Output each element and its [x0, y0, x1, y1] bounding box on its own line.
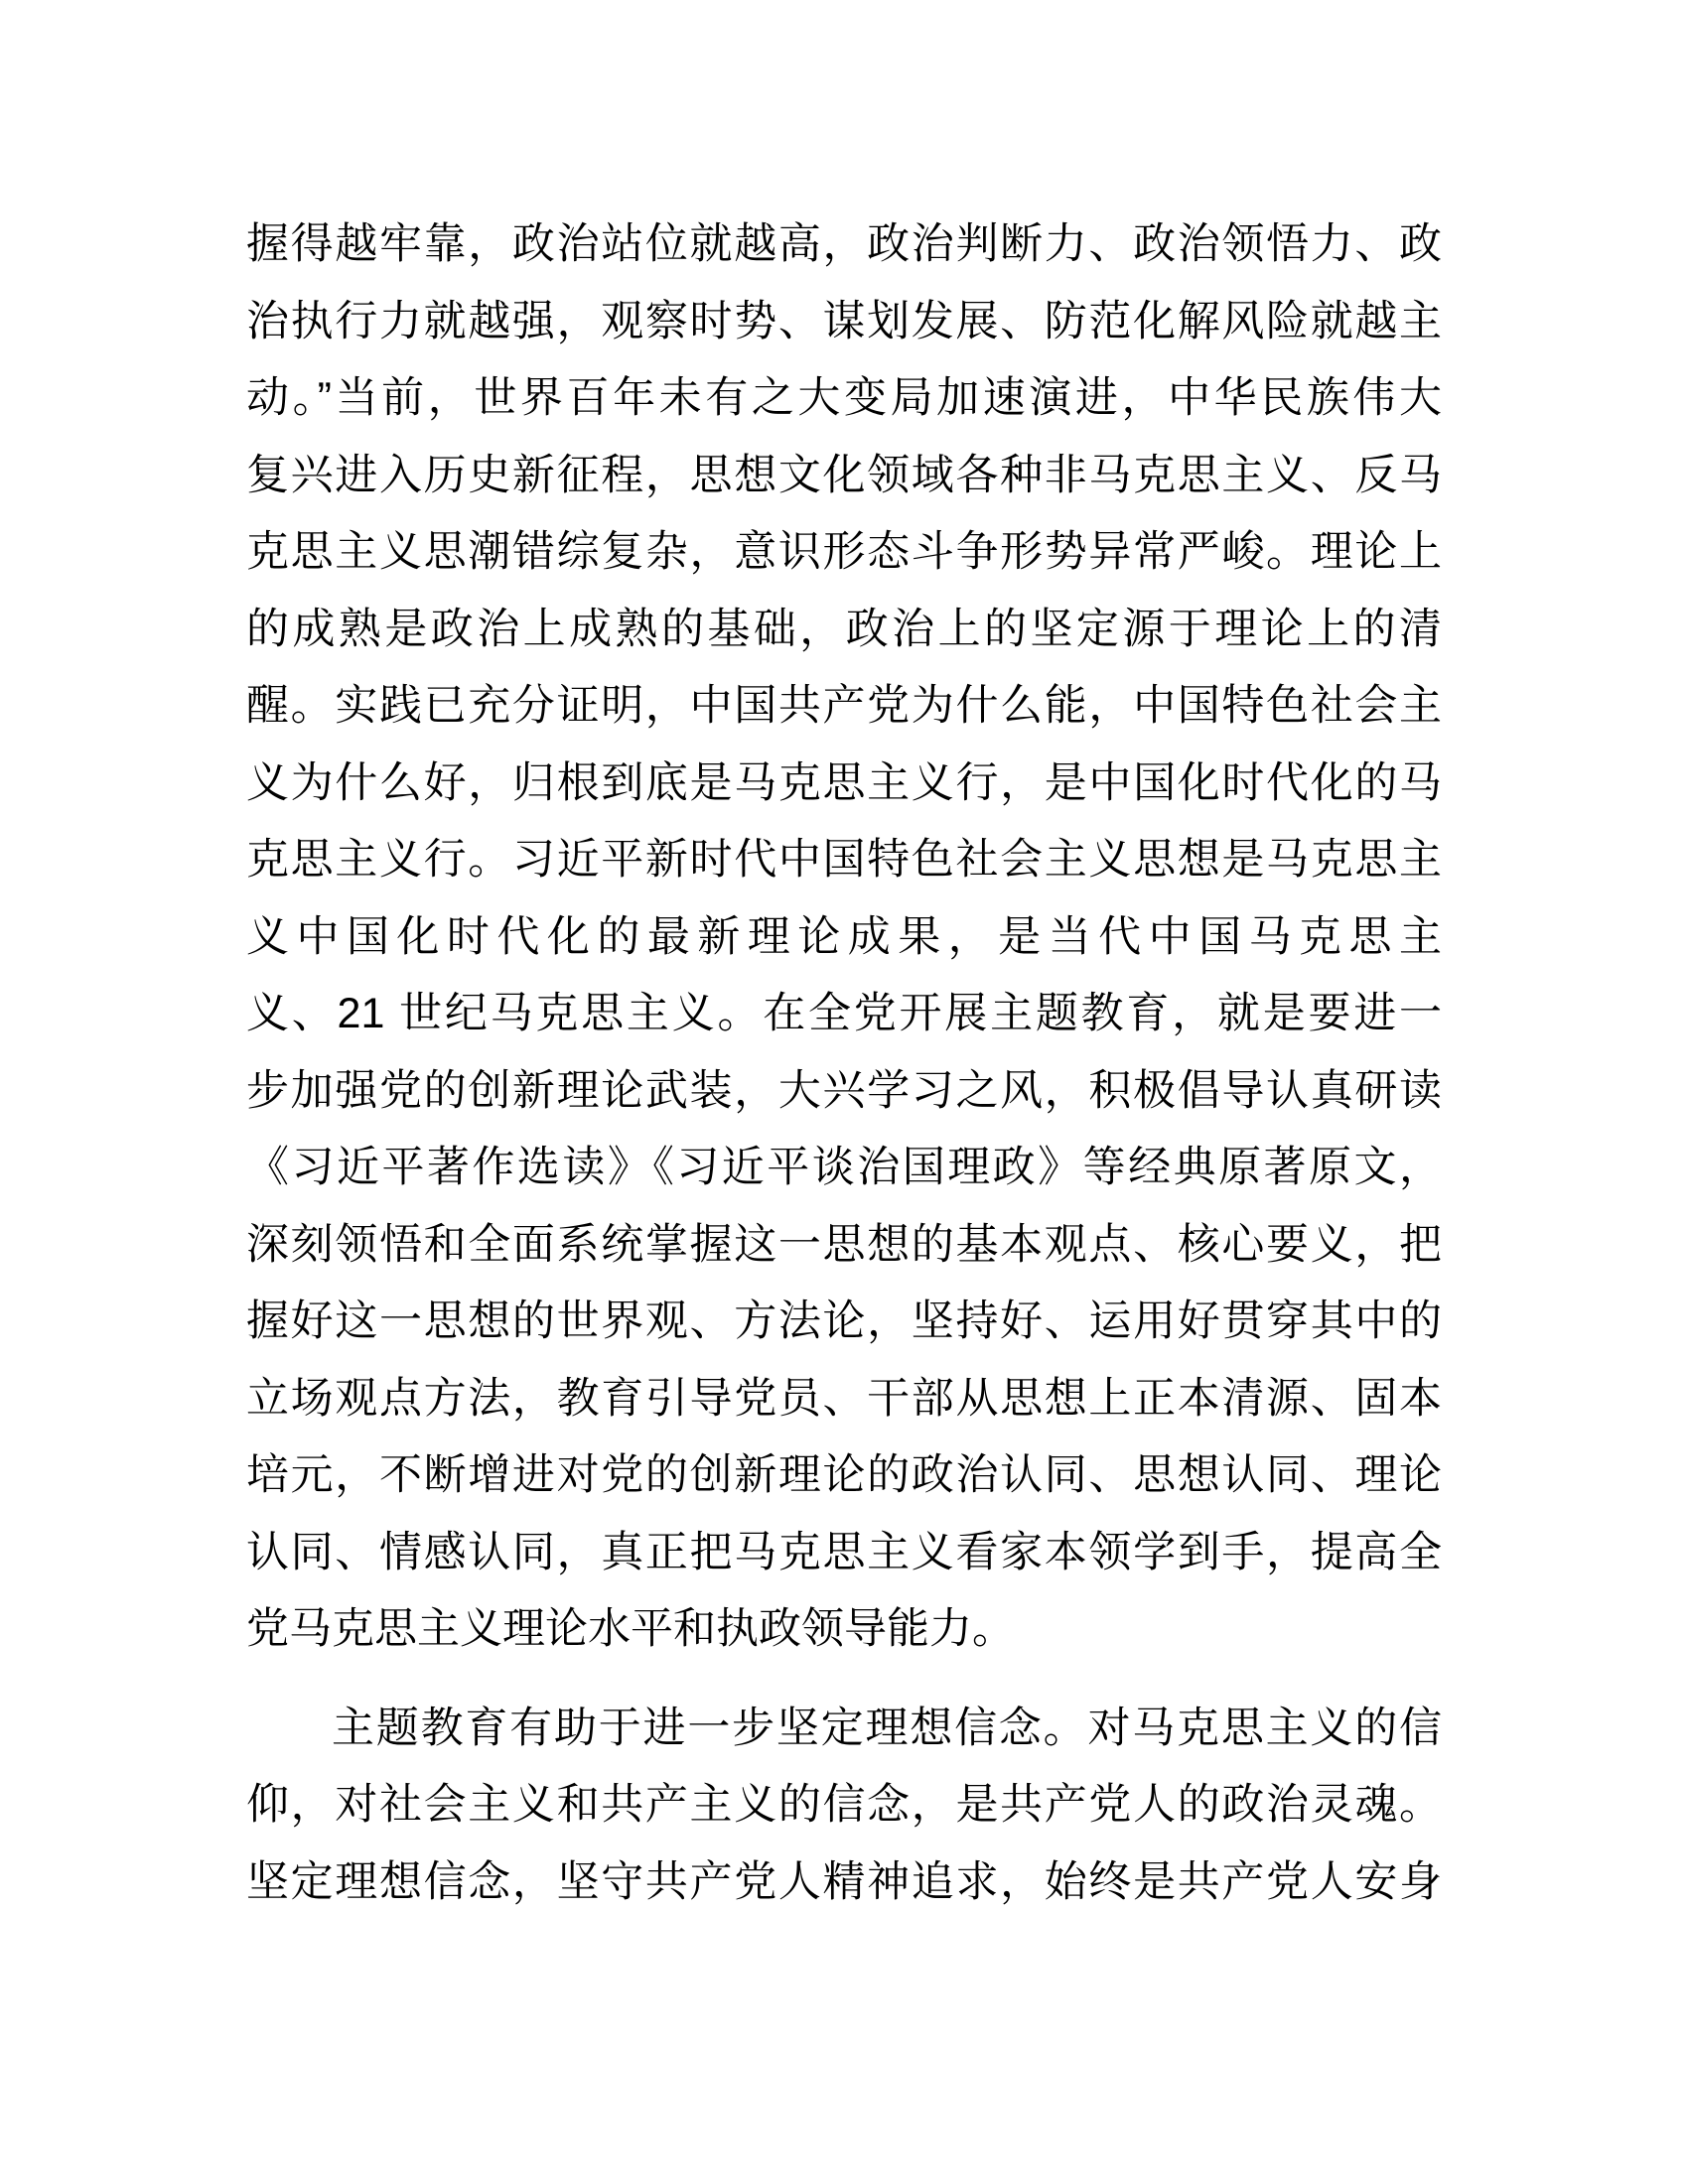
- text-line: 坚定理想信念，坚守共产党人精神追求，始终是共产党人安身: [246, 1857, 1442, 1906]
- text-line: 握好这一思想的世界观、方法论，坚持好、运用好贯穿其中的: [246, 1297, 1442, 1345]
- document-body: [246, 206, 1442, 1921]
- text-line: 党马克思主义理论水平和执政领导能力。: [246, 1605, 1015, 1653]
- text-line: 动。”当前，世界百年未有之大变局加速演进，中华民族伟大: [246, 374, 1442, 422]
- text-line: 义中国化时代化的最新理论成果，是当代中国马克思主: [246, 912, 1442, 961]
- text-line: 仰，对社会主义和共产主义的信念，是共产党人的政治灵魂。: [246, 1781, 1442, 1829]
- text-line: 克思主义行。习近平新时代中国特色社会主义思想是马克思主: [246, 836, 1442, 884]
- text-line: 认同、情感认同，真正把马克思主义看家本领学到手，提高全: [246, 1528, 1442, 1576]
- text-line: 治执行力就越强，观察时势、谋划发展、防范化解风险就越主: [246, 297, 1442, 345]
- paragraph: [246, 1691, 1442, 1922]
- text-line: 《习近平著作选读》《习近平谈治国理政》等经典原著原文，: [246, 1144, 1442, 1191]
- text-line: 醒。实践已充分证明，中国共产党为什么能，中国特色社会主: [246, 682, 1442, 730]
- text-line: 义、21 世纪马克思主义。在全党开展主题教育，就是要进一: [246, 990, 1442, 1037]
- text-line: 立场观点方法，教育引导党员、干部从思想上正本清源、固本: [246, 1374, 1442, 1423]
- text-line: 主题教育有助于进一步坚定理想信念。对马克思主义的信: [332, 1704, 1442, 1752]
- text-line: 的成熟是政治上成熟的基础，政治上的坚定源于理论上的清: [246, 605, 1442, 653]
- text-line: 复兴进入历史新征程，思想文化领域各种非马克思主义、反马: [246, 451, 1442, 499]
- text-line: 义为什么好，归根到底是马克思主义行，是中国化时代化的马: [246, 758, 1442, 807]
- paragraph: [246, 206, 1442, 1669]
- text-line: 培元，不断增进对党的创新理论的政治认同、思想认同、理论: [246, 1451, 1442, 1499]
- text-line: 克思主义思潮错综复杂，意识形态斗争形势异常严峻。理论上: [246, 528, 1442, 576]
- text-line: 深刻领悟和全面系统掌握这一思想的基本观点、核心要义，把: [246, 1220, 1442, 1269]
- text-line: 握得越牢靠，政治站位就越高，政治判断力、政治领悟力、政: [246, 220, 1442, 268]
- text-line: 步加强党的创新理论武装，大兴学习之风，积极倡导认真研读: [246, 1066, 1442, 1115]
